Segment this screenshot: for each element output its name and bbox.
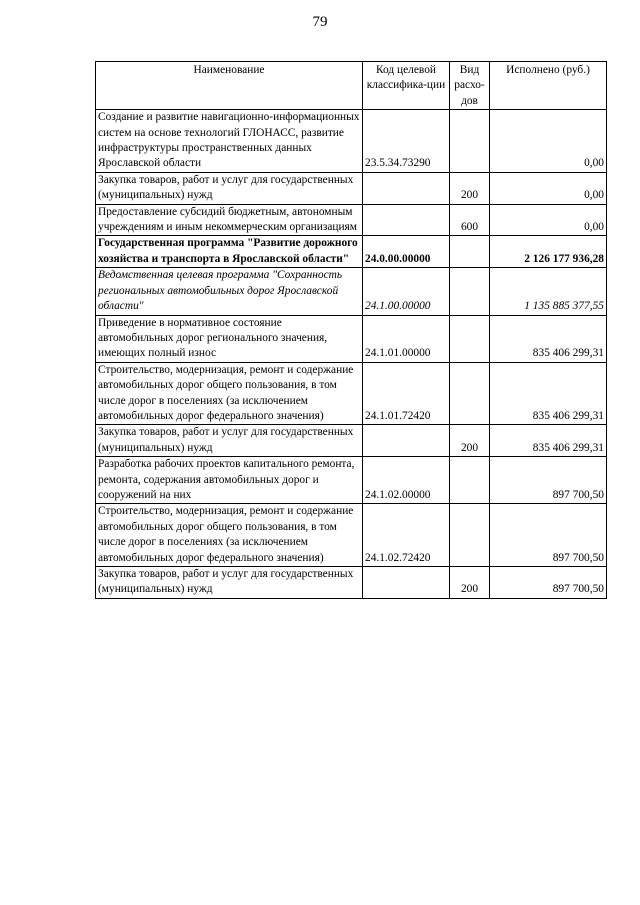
table-row [96, 315, 607, 362]
row-sum-cell: 0,00 [490, 204, 607, 236]
row-type-cell: 200 [450, 172, 490, 204]
row-code-cell: 24.1.02.00000 [363, 457, 450, 504]
row-type-cell [450, 268, 490, 315]
row-name-cell: Строительство, модернизация, ремонт и содержание автомобильных дорог общего пользования, в том числе дорог в поселениях (за исключением автомобильных дорог федерального значения) [96, 362, 363, 425]
budget-table [95, 61, 607, 599]
row-type-cell [450, 457, 490, 504]
row-name-cell: Закупка товаров, работ и услуг для государственных (муниципальных) нужд [96, 567, 363, 599]
table-header [96, 62, 607, 110]
row-name-cell: Создание и развитие навигационно-информационных систем на основе технологий ГЛОНАСС, развитие инфраструктуры пространственных данных Ярославской области [96, 110, 363, 173]
table-row [96, 268, 607, 315]
row-name-cell: Приведение в нормативное состояние автомобильных дорог регионального значения, имеющих полный износ [96, 315, 363, 362]
row-sum-cell: 897 700,50 [490, 457, 607, 504]
row-type-cell: 200 [450, 425, 490, 457]
row-type-cell [450, 315, 490, 362]
row-sum-cell: 835 406 299,31 [490, 362, 607, 425]
row-name-cell: Закупка товаров, работ и услуг для государственных (муниципальных) нужд [96, 425, 363, 457]
table-row [96, 425, 607, 457]
table-body [96, 110, 607, 599]
table-row [96, 362, 607, 425]
row-sum-cell: 897 700,50 [490, 567, 607, 599]
table-row [96, 204, 607, 236]
row-type-cell: 600 [450, 204, 490, 236]
row-code-cell: 24.1.00.00000 [363, 268, 450, 315]
table-row [96, 567, 607, 599]
row-sum-cell: 0,00 [490, 110, 607, 173]
row-sum-cell: 2 126 177 936,28 [490, 236, 607, 268]
row-type-cell [450, 236, 490, 268]
page-number: 79 [312, 14, 328, 30]
row-code-cell [363, 425, 450, 457]
row-code-cell: 23.5.34.73290 [363, 110, 450, 173]
row-name-cell: Предоставление субсидий бюджетным, автономным учреждениям и иным некоммерческим организациям [96, 204, 363, 236]
table-row [96, 457, 607, 504]
row-code-cell [363, 567, 450, 599]
row-code-cell [363, 172, 450, 204]
row-sum-cell: 897 700,50 [490, 504, 607, 567]
row-name-cell: Закупка товаров, работ и услуг для государственных (муниципальных) нужд [96, 172, 363, 204]
header-sum: Исполнено (руб.) [490, 62, 607, 110]
header-name: Наименование [96, 62, 363, 110]
row-type-cell: 200 [450, 567, 490, 599]
header-code: Код целевой классифика-ции [363, 62, 450, 110]
table-row [96, 172, 607, 204]
row-sum-cell: 0,00 [490, 172, 607, 204]
row-code-cell [363, 204, 450, 236]
header-row [96, 62, 607, 110]
row-code-cell: 24.1.02.72420 [363, 504, 450, 567]
row-code-cell: 24.1.01.72420 [363, 362, 450, 425]
row-type-cell [450, 504, 490, 567]
row-sum-cell: 835 406 299,31 [490, 315, 607, 362]
row-type-cell [450, 362, 490, 425]
table-row [96, 236, 607, 268]
table-row [96, 110, 607, 173]
row-name-cell: Разработка рабочих проектов капитального ремонта, ремонта, содержания автомобильных дорог и сооружений на них [96, 457, 363, 504]
row-code-cell: 24.1.01.00000 [363, 315, 450, 362]
row-name-cell: Государственная программа "Развитие дорожного хозяйства и транспорта в Ярославской области" [96, 236, 363, 268]
row-type-cell [450, 110, 490, 173]
row-sum-cell: 1 135 885 377,55 [490, 268, 607, 315]
header-type: Вид расхо-дов [450, 62, 490, 110]
row-name-cell: Ведомственная целевая программа "Сохранность региональных автомобильных дорог Ярославской области" [96, 268, 363, 315]
row-name-cell: Строительство, модернизация, ремонт и содержание автомобильных дорог общего пользования, в том числе дорог в поселениях (за исключением автомобильных дорог федерального значения) [96, 504, 363, 567]
row-code-cell: 24.0.00.00000 [363, 236, 450, 268]
row-sum-cell: 835 406 299,31 [490, 425, 607, 457]
table-row [96, 504, 607, 567]
